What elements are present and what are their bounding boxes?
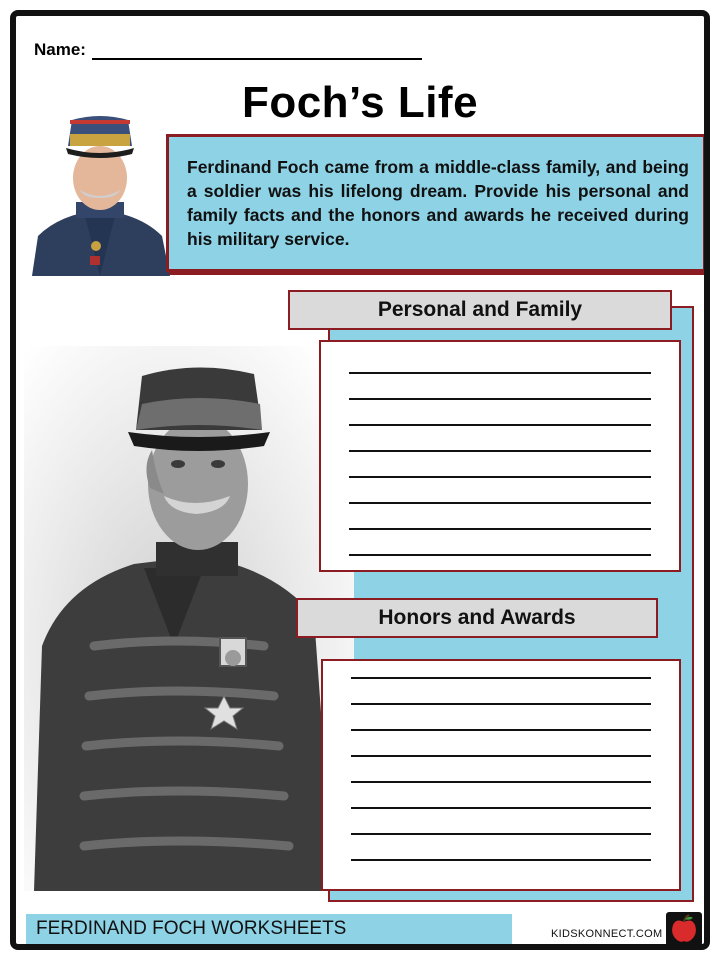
footer-series-title: FERDINAND FOCH WORKSHEETS bbox=[26, 914, 512, 944]
worksheet-page bbox=[10, 10, 710, 950]
personal-family-header: Personal and Family bbox=[288, 290, 672, 330]
writing-line[interactable] bbox=[351, 729, 651, 731]
writing-line[interactable] bbox=[349, 372, 651, 374]
name-field bbox=[34, 40, 422, 60]
writing-line[interactable] bbox=[351, 807, 651, 809]
intro-text: Ferdinand Foch came from a middle-class family, and being a soldier was his lifelong dream. Provide his personal and family facts and the honors and awards he received during his military service. bbox=[187, 157, 689, 249]
writing-line[interactable] bbox=[349, 424, 651, 426]
intro-box bbox=[166, 134, 706, 272]
writing-line[interactable] bbox=[349, 554, 651, 556]
writing-line[interactable] bbox=[351, 703, 651, 705]
writing-line[interactable] bbox=[349, 502, 651, 504]
writing-line[interactable] bbox=[351, 677, 651, 679]
footer-site-name: KIDSKONNECT.COM bbox=[551, 928, 663, 940]
writing-line[interactable] bbox=[351, 859, 651, 861]
page-title: Foch’s Life bbox=[241, 78, 479, 127]
writing-line[interactable] bbox=[349, 476, 651, 478]
writing-line[interactable] bbox=[349, 528, 651, 530]
name-blank-line[interactable] bbox=[92, 42, 422, 60]
writing-line[interactable] bbox=[351, 755, 651, 757]
writing-line[interactable] bbox=[351, 781, 651, 783]
small-portrait-image bbox=[30, 106, 170, 276]
writing-line[interactable] bbox=[349, 450, 651, 452]
writing-line[interactable] bbox=[349, 398, 651, 400]
writing-line[interactable] bbox=[351, 833, 651, 835]
name-label: Name: bbox=[34, 40, 86, 59]
honors-awards-header: Honors and Awards bbox=[296, 598, 658, 638]
apple-icon bbox=[666, 912, 702, 946]
personal-family-writing-box[interactable] bbox=[319, 340, 681, 572]
honors-awards-writing-box[interactable] bbox=[321, 659, 681, 891]
